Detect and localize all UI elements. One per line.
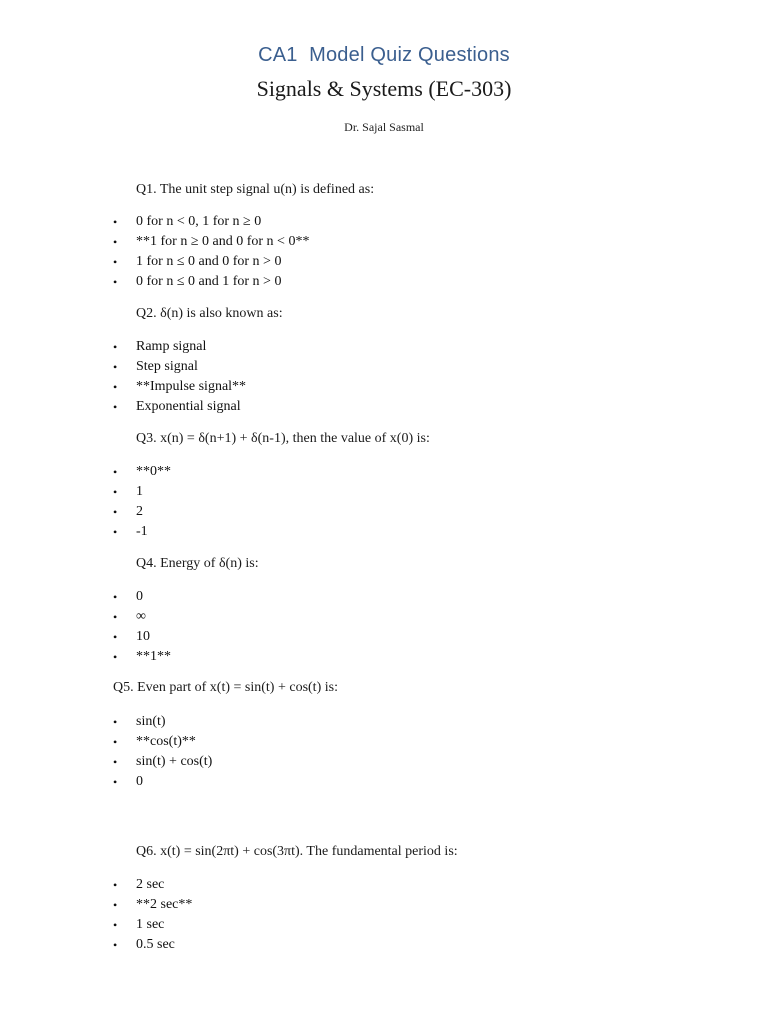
page-subtitle: Signals & Systems (EC-303) [256,76,512,101]
option-3c: • 2 [113,502,171,522]
option-6b: • **2 sec** [113,895,192,915]
page-title: CA1 Model Quiz Questions [258,44,510,66]
bullet-icon: • [113,938,118,952]
option-4a: • 0 [113,587,171,607]
question-6: Q6. x(t) = sin(2πt) + cos(3πt). The fundamental period is: [136,844,458,859]
options-list-5 [113,712,212,792]
option-2c: • **Impulse signal** [113,377,246,397]
option-5a: • sin(t) [113,712,212,732]
option-5b: • **cos(t)** [113,732,212,752]
bullet-icon: • [113,255,118,269]
bullet-icon: • [113,650,118,664]
option-1c: • 1 for n ≤ 0 and 0 for n > 0 [113,252,309,272]
options-list-1 [113,212,309,292]
options-list-2 [113,337,246,417]
option-2d: • Exponential signal [113,397,246,417]
bullet-icon: • [113,590,118,604]
options-list-6 [113,875,192,955]
bullet-icon: • [113,525,118,539]
question-1: Q1. The unit step signal u(n) is defined as: [136,182,375,197]
option-4c: • 10 [113,627,171,647]
option-3d: • -1 [113,522,171,542]
option-5d: • 0 [113,772,212,792]
options-list-4 [113,587,171,667]
option-1d: • 0 for n ≤ 0 and 1 for n > 0 [113,272,309,292]
option-5c: • sin(t) + cos(t) [113,752,212,772]
bullet-icon: • [113,898,118,912]
bullet-icon: • [113,235,118,249]
bullet-icon: • [113,775,118,789]
bullet-icon: • [113,400,118,414]
bullet-icon: • [113,735,118,749]
option-6d: • 0.5 sec [113,935,192,955]
author-name: Dr. Sajal Sasmal [344,120,424,134]
option-2b: • Step signal [113,357,246,377]
bullet-icon: • [113,715,118,729]
option-1b: • **1 for n ≥ 0 and 0 for n < 0** [113,232,309,252]
bullet-icon: • [113,878,118,892]
option-2a: • Ramp signal [113,337,246,357]
question-4: Q4. Energy of δ(n) is: [136,556,259,571]
bullet-icon: • [113,360,118,374]
bullet-icon: • [113,215,118,229]
bullet-icon: • [113,485,118,499]
bullet-icon: • [113,275,118,289]
bullet-icon: • [113,755,118,769]
question-5: Q5. Even part of x(t) = sin(t) + cos(t) is: [113,680,338,695]
bullet-icon: • [113,918,118,932]
options-list-3 [113,462,171,542]
bullet-icon: • [113,610,118,624]
bullet-icon: • [113,340,118,354]
bullet-icon: • [113,630,118,644]
option-4b: • ∞ [113,607,171,627]
question-2: Q2. δ(n) is also known as: [136,306,283,321]
bullet-icon: • [113,380,118,394]
option-6c: • 1 sec [113,915,192,935]
option-1a: • 0 for n < 0, 1 for n ≥ 0 [113,212,309,232]
bullet-icon: • [113,465,118,479]
option-4d: • **1** [113,647,171,667]
question-3: Q3. x(n) = δ(n+1) + δ(n-1), then the value of x(0) is: [136,431,430,446]
option-3a: • **0** [113,462,171,482]
bullet-icon: • [113,505,118,519]
option-6a: • 2 sec [113,875,192,895]
option-3b: • 1 [113,482,171,502]
